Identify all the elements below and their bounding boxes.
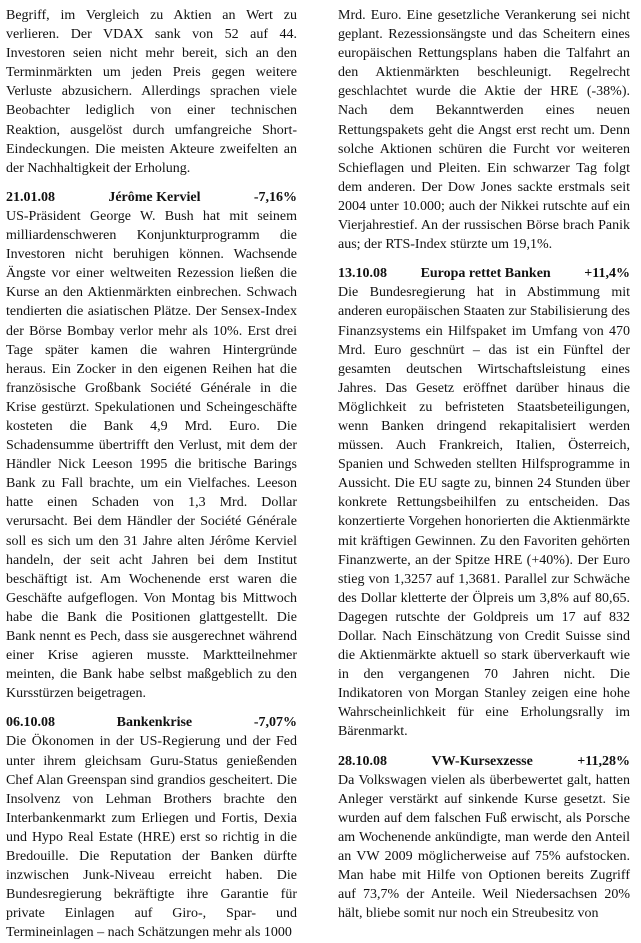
entry-change: -7,16% (253, 189, 297, 205)
entry-heading (6, 713, 297, 732)
entry-text: Die Ökonomen in der US-Regierung und der Fed unter ihrem gleichsam Guru-Status genießenden Chef Alan Greenspan sind grandios gescheitert. Die Insolvenz von Lehman Brothers brachte den Interbankenmarkt zum Erliegen und Fortis, Dexia und Hypo Real Estate (HRE) erst so richtig in die Bredouille. Die Reputation der Banken dürfte inzwischen Junk-Niveau erreicht haben. Die Bundesregierung bekräftigte ihre Garantie für private Einlagen auf Giro-, Spar- und Termineinlagen – nach Schätzungen mehr als 1000 (6, 734, 297, 941)
right-intro-paragraph: Mrd. Euro. Eine gesetzliche Verankerung sei nicht geplant. Rezessionsängste und das Scheitern eines europäischen Rettungsplans haben die Talfahrt an den Aktienmärkten beschleunigt. Regelrecht geschlachtet wurde die Aktie der HRE (-38%). Nach dem Bekanntwerden eines neuen Rettungspakets geht die Angst erst recht um. Denn solche Aktionen schüren die Furcht vor weiteren Schieflagen und Pleiten. Ein schwarzer Tag folgt dem anderen. Der Dow Jones sackte erstmals seit 2004 unter 10.000; auch der Nikkei rutschte auf ein Vierjahrestief. An der russischen Börse brach Panik aus; der RTS-Index stürzte um 19,1%. (338, 8, 630, 253)
entry-text: Die Bundesregierung hat in Abstimmung mit anderen europäischen Staaten zur Stabilisierung des Finanzsystems ein Hilfspaket im Umfang von 470 Mrd. Euro geschnürt – das ist ein Fünftel der gesamten deutschen Wirtschaftsleistung eines Jahres. Das Gesetz eröffnet darüber hinaus die Möglichkeit zu befristeten Staatsbeteiligungen, wenn Banken dringend rekapitalisiert werden müssen. Auch Frankreich, Italien, Österreich, Spanien und Schweden stellten Hilfsprogramme in Aussicht. Die EU sagte zu, binnen 24 Stunden über konkrete Rettungsbeihilfen zu entscheiden. Das konzertierte Vorgehen honorierten die Aktienmärkte mit kräftigen Gewinnen. Zu den Favoriten gehörten Finanzwerte, an der Spitze HRE (+40%). Der Euro stieg von 1,3257 auf 1,3681. Parallel zur Schwäche des Dollar kletterte der Ölpreis um 3,8% auf 80,65. Dagegen rutschte der Goldpreis um 17 auf 832 Dollar. Nach Einschätzung von Credit Suisse sind die Aktienmärkte aktuell so stark überverkauft wie in den vergangenen 70 Jahren nicht. Die Indikatoren von Morgan Stanley zeigen eine hohe Wahrscheinlichkeit für eine Erholungsrally im Bärenmarkt. (338, 285, 630, 740)
entry-vw-kursexzesse (338, 752, 630, 924)
entry-title: Jérôme Kerviel (108, 189, 201, 205)
entry-heading (338, 264, 630, 283)
entry-europa-rettet-banken (338, 264, 630, 741)
entry-date: 21.01.08 (6, 189, 55, 205)
entry-title: Bankenkrise (116, 715, 193, 731)
entry-text: Da Volkswagen vielen als überbewertet galt, hatten Anleger verstärkt auf sinkende Kurse gesetzt. Sie wurden auf dem falschen Fuß erwischt, als Porsche am Wochenende ankündigte, man werde den Anteil an VW 2009 möglicherweise auf 75% aufstocken. Man habe mit Hilfe von Optionen bereits Zugriff auf 73,7% der Anteile. Weil Niedersachsen 20% hält, bliebe somit nur noch ein Streubesitz von (338, 772, 630, 922)
left-intro-paragraph: Begriff, im Vergleich zu Aktien an Wert zu verlieren. Der VDAX sank von 52 auf 44. Investoren seien nicht mehr bereit, sich an den Terminmärkten um jeden Preis gegen weitere Verluste abzusichern. Allerdings sprachen viele Beobachter lediglich von einer technischen Reaktion, ausgelöst durch umfangreiche Short-Eindeckungen. Die meisten Akteure zweifelten an der Nachhaltigkeit der Erholung. (6, 8, 297, 176)
entry-change: +11,28% (577, 753, 630, 769)
entry-date: 06.10.08 (6, 715, 55, 731)
entry-change: -7,07% (253, 715, 297, 731)
entry-heading (6, 188, 297, 207)
entry-jerome-kerviel (6, 188, 297, 704)
entry-text: US-Präsident George W. Bush hat mit seinem milliardenschweren Konjunkturprogramm die Investoren nicht beruhigen können. Wachsende Ängste vor einer weltweiten Rezession ließen die Kurse an den Aktienmärkten einbrechen. Schwach tendierten die asiatischen Plätze. Der Sensex-Index der Börse Bombay verlor mehr als 10%. Erst drei Tage später kamen die wahren Hintergründe heraus. Ein Zocker in den eigenen Reihen hat die französische Großbank Société Générale in die Krise gestürzt. Spekulationen und Scheingeschäfte kosteten die Bank 4,9 Mrd. Euro. Die Schadensumme übertrifft den Verlust, mit dem der Händler Nick Leeson 1995 die britische Barings Bank zu Fall brachte, um ein Vielfaches. Leeson hatte einen Schaden von 1,3 Mrd. Dollar verursacht. Bei dem Händler der Société Générale soll es sich um den 31 Jahre alten Jérôme Kerviel handeln, der seit acht Jahren bei dem Institut beschäftigt ist. Am Wochenende erst waren die Geschäfte aufgeflogen. Von Montag bis Mittwoch habe die Bank die Positionen glattgestellt. Die Bank nennt es Pech, dass sie ausgerechnet während einer Krise agieren musste. Marktteilnehmer meinten, die Bank habe selbst maßgeblich zu den Kursstürzen beigetragen. (6, 208, 297, 702)
entry-bankenkrise (6, 713, 297, 942)
right-column (338, 6, 630, 923)
entry-date: 13.10.08 (338, 266, 387, 282)
entry-title: Europa rettet Banken (420, 266, 551, 282)
left-column (6, 6, 297, 943)
entry-date: 28.10.08 (338, 753, 387, 769)
entry-heading (338, 752, 630, 771)
entry-title: VW-Kursexzesse (431, 753, 533, 769)
entry-change: +11,4% (584, 266, 630, 282)
